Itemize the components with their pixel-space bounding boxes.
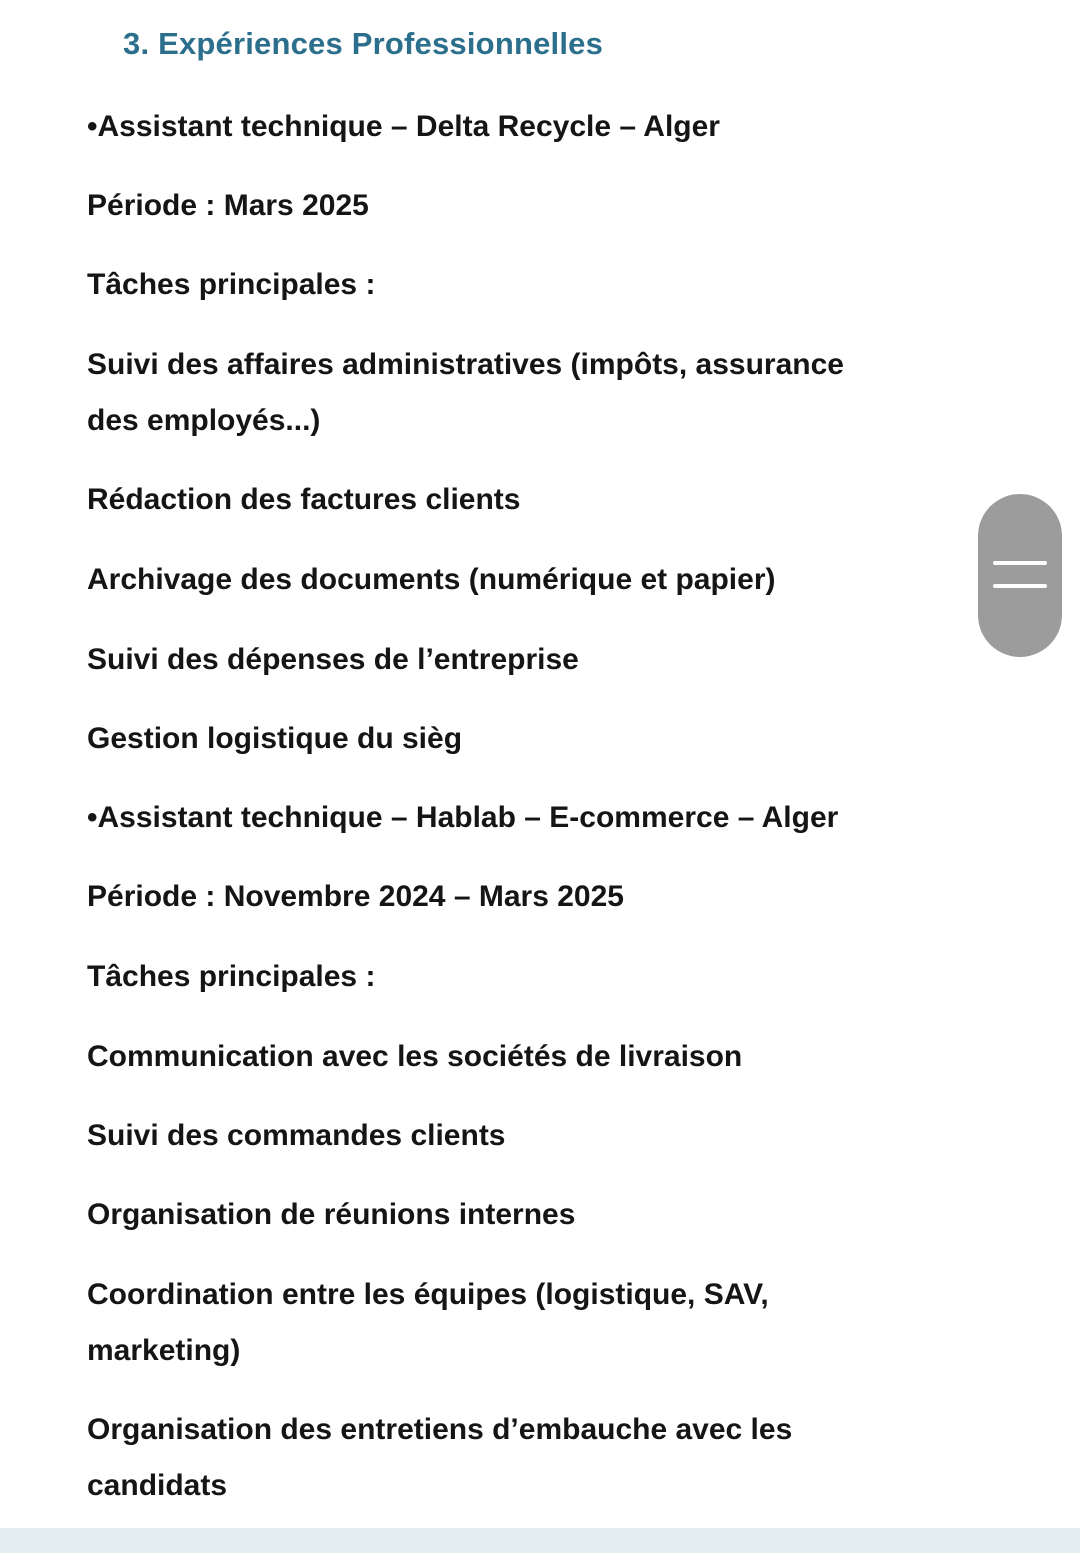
task-item: Organisation de réunions internes [87, 1198, 576, 1231]
task-item: Suivi des dépenses de l’entreprise [87, 643, 579, 676]
tasks-label: Tâches principales : [87, 960, 376, 993]
page-bottom-edge [0, 1528, 1080, 1553]
task-item: Communication avec les sociétés de livraison [87, 1040, 743, 1073]
task-item-continued: candidats [87, 1469, 228, 1502]
experience-period: Période : Novembre 2024 – Mars 2025 [87, 880, 624, 913]
task-item: Rédaction des factures clients [87, 483, 521, 516]
task-item: Gestion logistique du sièg [87, 722, 463, 755]
experience-heading: •Assistant technique – Delta Recycle – Alger [87, 110, 720, 143]
scroll-handle[interactable] [978, 494, 1062, 657]
task-item-continued: marketing) [87, 1334, 241, 1367]
task-item: Coordination entre les équipes (logistique, SAV, [87, 1278, 769, 1311]
task-item: Organisation des entretiens d’embauche avec les [87, 1413, 793, 1446]
task-item-continued: des employés...) [87, 404, 321, 437]
task-item: Suivi des affaires administratives (impôts, assurance [87, 348, 844, 381]
experience-period: Période : Mars 2025 [87, 189, 369, 222]
drag-handle-icon [978, 494, 1062, 657]
experience-heading: •Assistant technique – Hablab – E-commerce – Alger [87, 801, 839, 834]
section-title: 3. Expériences Professionnelles [123, 26, 604, 61]
tasks-label: Tâches principales : [87, 268, 376, 301]
task-item: Archivage des documents (numérique et papier) [87, 563, 776, 596]
task-item: Suivi des commandes clients [87, 1119, 506, 1152]
